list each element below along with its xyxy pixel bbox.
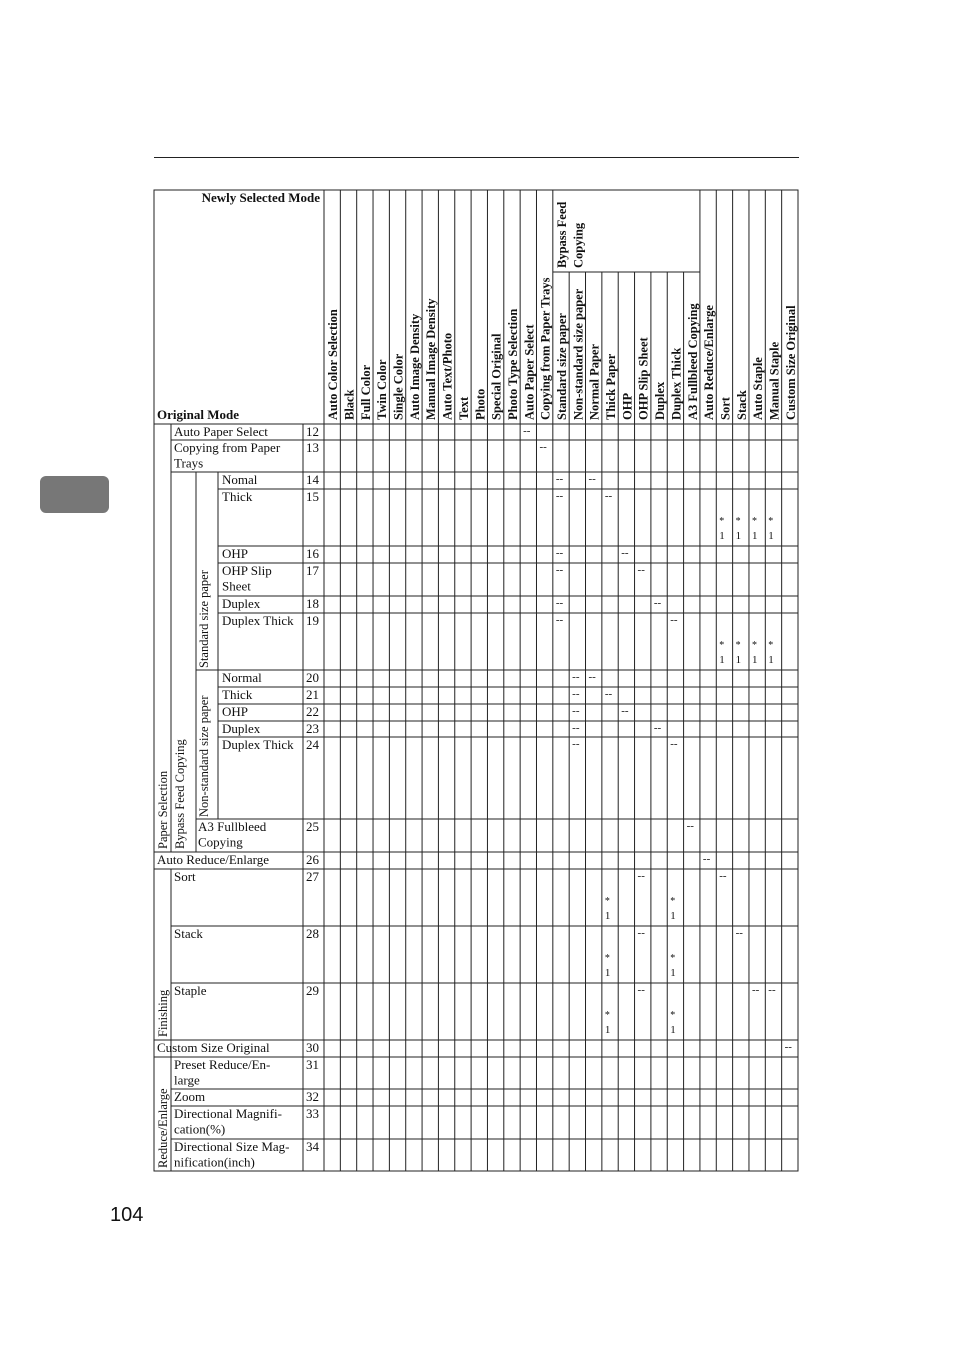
row-number: 25	[306, 819, 319, 834]
column-header: Photo Type Selection	[505, 308, 520, 420]
incompatible-mark: --	[555, 547, 564, 559]
row-label: Directional Magnifi-	[174, 1106, 282, 1121]
incompatible-mark: --	[539, 441, 547, 453]
row-number: 29	[306, 983, 319, 998]
row-label: Duplex	[222, 721, 261, 736]
column-header: Custom Size Original	[783, 305, 798, 420]
column-header: Copying from Paper Trays	[538, 277, 553, 420]
group-bypass-feed-copying: Bypass Feed Copying	[173, 739, 187, 849]
incompatible-mark: --	[555, 490, 564, 502]
column-header: Full Color	[358, 364, 373, 420]
column-header: Auto Reduce/Enlarge	[702, 305, 717, 420]
footnote-mark-number: 1	[735, 530, 742, 542]
footnote-mark: *	[768, 640, 774, 651]
column-header: Thick Paper	[604, 353, 619, 420]
column-header: A3 Fullbleed Copying	[685, 303, 700, 420]
incompatible-mark: --	[653, 597, 662, 609]
incompatible-mark: --	[637, 984, 645, 996]
row-number: 27	[306, 869, 319, 884]
column-header: Single Color	[391, 353, 406, 420]
row-number: 34	[306, 1139, 319, 1154]
row-label: Trays	[174, 455, 204, 471]
row-number: 33	[306, 1106, 319, 1121]
footnote-mark-number: 1	[735, 654, 742, 666]
column-header: Manual Staple	[767, 341, 782, 420]
footnote-mark: *	[768, 516, 774, 527]
row-number: 21	[306, 687, 319, 702]
incompatible-mark: --	[768, 984, 776, 996]
footnote-mark-number: 1	[670, 910, 676, 922]
row-number: 20	[306, 670, 319, 685]
incompatible-mark: --	[653, 722, 662, 734]
row-label: Thick	[222, 489, 253, 504]
column-header: Standard size paper	[555, 313, 569, 420]
footnote-mark-number: 1	[719, 530, 725, 542]
row-number: 24	[306, 737, 319, 752]
row-label: Nomal	[222, 472, 258, 487]
incompatible-mark: --	[670, 738, 678, 750]
group-finishing: Finishing	[156, 989, 170, 1037]
row-number: 23	[306, 721, 319, 736]
column-header: Auto Paper Select	[522, 324, 537, 420]
footnote-mark: *	[735, 640, 741, 651]
row-number: 30	[306, 1040, 319, 1055]
incompatible-mark: --	[621, 705, 629, 717]
footnote-mark-number: 1	[768, 654, 774, 666]
row-label: Copying	[198, 834, 243, 850]
column-header: OHP	[620, 392, 635, 420]
incompatible-mark: --	[572, 705, 580, 717]
footnote-mark-number: 1	[670, 1024, 676, 1036]
row-label: Directional Size Mag-	[174, 1139, 290, 1154]
column-header: Photo	[473, 388, 488, 420]
incompatible-mark: --	[621, 547, 629, 559]
incompatible-mark: --	[784, 1041, 792, 1053]
row-number: 31	[306, 1057, 319, 1072]
footnote-mark: *	[751, 640, 757, 651]
incompatible-mark: --	[572, 722, 580, 734]
row-label: OHP Slip	[222, 563, 272, 578]
header-newly-selected-mode: Newly Selected Mode	[201, 190, 320, 205]
incompatible-mark: --	[604, 688, 613, 700]
footnote-mark-number: 1	[604, 910, 611, 922]
column-header: Auto Image Density	[407, 313, 422, 420]
footnote-mark: *	[735, 516, 741, 527]
row-label: A3 Fullbleed	[198, 819, 267, 834]
incompatible-mark: --	[686, 820, 694, 832]
row-label: Thick	[222, 687, 253, 702]
incompatible-mark: --	[555, 597, 564, 609]
page-number: 104	[110, 1204, 144, 1226]
row-label: Preset Reduce/En-	[174, 1057, 271, 1072]
row-label: Staple	[174, 983, 207, 998]
footnote-mark-number: 1	[604, 1024, 611, 1036]
incompatible-mark: --	[719, 870, 727, 882]
row-label: Duplex	[222, 596, 261, 611]
footnote-mark-number: 1	[719, 654, 725, 666]
row-label: large	[174, 1072, 200, 1088]
incompatible-mark: --	[555, 614, 564, 626]
footnote-mark: *	[670, 896, 676, 907]
footnote-mark-number: 1	[751, 654, 758, 666]
row-label: Auto Paper Select	[174, 424, 268, 439]
row-label: Stack	[174, 926, 203, 941]
incompatible-mark: --	[572, 671, 580, 683]
incompatible-mark: --	[523, 425, 531, 437]
incompatible-mark: --	[637, 564, 645, 576]
footnote-mark: *	[719, 640, 725, 651]
column-header: Auto Color Selection	[326, 309, 341, 420]
incompatible-mark: --	[555, 473, 564, 485]
column-header: Manual Image Density	[424, 298, 439, 420]
footnote-mark: *	[604, 896, 610, 907]
footnote-mark-number: 1	[604, 967, 611, 979]
footnote-mark-number: 1	[768, 530, 774, 542]
row-number: 17	[306, 563, 319, 578]
group-paper-selection: Paper Selection	[156, 770, 170, 849]
bypass-feed-copying-header: Copying	[571, 222, 586, 268]
row-label: Normal	[222, 670, 262, 685]
incompatible-mark: --	[588, 473, 596, 485]
row-label: Zoom	[174, 1089, 206, 1104]
column-header: Normal Paper	[587, 343, 602, 420]
column-header: Auto Staple	[751, 357, 766, 420]
row-number: 13	[306, 440, 319, 455]
column-header: Duplex Thick	[669, 347, 684, 420]
incompatible-mark: --	[735, 927, 743, 939]
row-label: OHP	[222, 546, 249, 561]
footnote-mark: *	[670, 953, 676, 964]
row-number: 18	[306, 596, 319, 611]
column-header: Black	[342, 389, 357, 420]
row-label: Copying from Paper	[174, 440, 281, 455]
row-number: 19	[306, 613, 319, 628]
row-number: 22	[306, 704, 319, 719]
incompatible-mark: --	[670, 614, 678, 626]
column-header: Stack	[734, 390, 749, 420]
column-header: Auto Text/Photo	[440, 332, 455, 420]
row-number: 14	[306, 472, 319, 487]
footnote-mark: *	[670, 1010, 676, 1021]
column-header: Duplex	[653, 381, 668, 420]
incompatible-mark: --	[588, 671, 596, 683]
row-number: 32	[306, 1089, 319, 1104]
row-number: 28	[306, 926, 319, 941]
row-label: cation(%)	[174, 1121, 226, 1137]
row-label: OHP	[222, 704, 249, 719]
row-label: Sheet	[222, 578, 251, 594]
incompatible-mark: --	[702, 853, 711, 865]
row-label: Duplex Thick	[222, 737, 294, 752]
group-non-standard-size-paper: Non-standard size paper	[197, 695, 211, 817]
row-label: Sort	[174, 869, 196, 884]
column-header: Twin Color	[375, 359, 390, 420]
bypass-feed-copying-header: Bypass Feed	[555, 201, 569, 268]
incompatible-mark: --	[637, 927, 645, 939]
column-header: Text	[456, 396, 471, 420]
footnote-mark: *	[751, 516, 757, 527]
footnote-mark-number: 1	[751, 530, 758, 542]
column-header: Non-standard size paper	[571, 288, 586, 420]
row-label: Duplex Thick	[222, 613, 294, 628]
incompatible-mark: --	[751, 984, 760, 996]
incompatible-mark: --	[572, 688, 580, 700]
footnote-mark-number: 1	[670, 967, 676, 979]
row-number: 26	[306, 852, 319, 867]
incompatible-mark: --	[604, 490, 613, 502]
column-header: Special Original	[489, 333, 504, 420]
row-number: 12	[306, 424, 319, 439]
group-standard-size-paper: Standard size paper	[197, 570, 211, 668]
column-header: OHP Slip Sheet	[636, 337, 651, 420]
row-number: 15	[306, 489, 319, 504]
row-label: Custom Size Original	[157, 1040, 270, 1055]
row-number: 16	[306, 546, 319, 561]
footnote-mark: *	[719, 516, 725, 527]
column-header: Sort	[718, 397, 733, 420]
group-reduce-enlarge: Reduce/Enlarge	[156, 1088, 170, 1168]
incompatible-mark: --	[637, 870, 645, 882]
incompatible-mark: --	[555, 564, 564, 576]
footnote-mark: *	[604, 1010, 610, 1021]
row-label: nification(inch)	[174, 1154, 255, 1170]
header-original-mode: Original Mode	[157, 407, 239, 422]
footnote-mark: *	[604, 953, 610, 964]
incompatible-mark: --	[572, 738, 580, 750]
row-label: Auto Reduce/Enlarge	[157, 852, 270, 867]
